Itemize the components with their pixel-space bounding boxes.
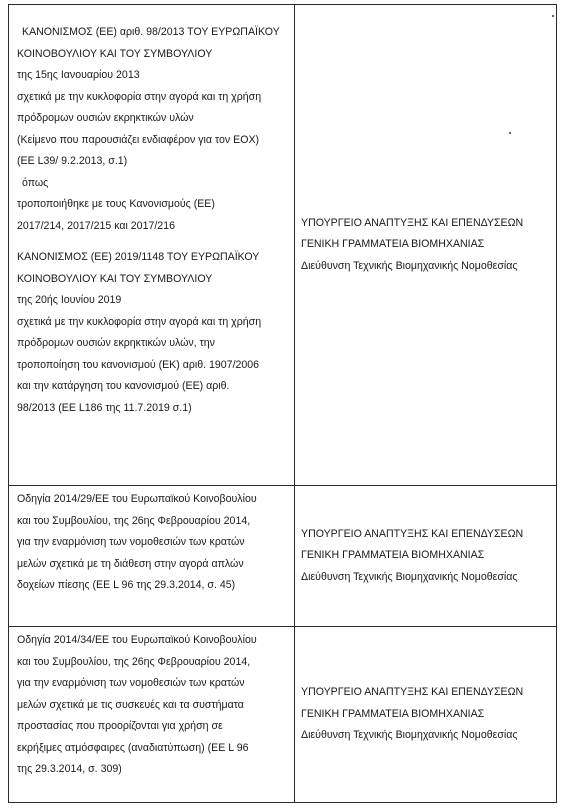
regulation-title-line: ΚΑΝΟΝΙΣΜΟΣ (ΕΕ) 2019/1148 ΤΟΥ ΕΥΡΩΠΑΪΚΟΥ [17,251,260,263]
regulation-note-line: (Κείμενο που παρουσιάζει ενδιαφέρον για τον ΕΟΧ) [17,133,260,146]
scan-speck [552,15,554,17]
directive-text-line: μελών σχετικά με τη διάθεση στην αγορά απλών [17,557,244,570]
regulation-subject-line: πρόδρομων ουσιών εκρηκτικών υλών [17,112,194,124]
ministry-name: ΥΠΟΥΡΓΕΙΟ ΑΝΑΠΤΥΞΗΣ ΚΑΙ ΕΠΕΝΔΥΣΕΩΝ [301,216,524,229]
regulation-date-line: της 20ής Ιουνίου 2019 [17,294,122,306]
authority-cell [295,486,557,627]
regulation-subject-line: πρόδρομων ουσιών εκρηκτικών υλών, την [17,337,215,349]
directive-text-line: και του Συμβουλίου, της 26ης Φεβρουαρίου 2014, [17,655,251,668]
regulation-title-line: ΚΑΝΟΝΙΣΜΟΣ (ΕΕ) αριθ. 98/2013 ΤΟΥ ΕΥΡΩΠΑΪΚΟΥ [22,26,280,38]
table-row [9,5,557,486]
regulation-reference-line: (ΕΕ L39/ 9.2.2013, σ.1) [17,155,128,167]
legislation-table [8,4,557,803]
legislation-cell [9,5,295,486]
scan-speck [509,132,511,134]
regulation-as-line: όπως [22,176,49,189]
directorate-name: Διεύθυνση Τεχνικής Βιομηχανικής Νομοθεσίας [301,729,518,742]
regulation-title-line: ΚΟΙΝΟΒΟΥΛΙΟΥ ΚΑΙ ΤΟΥ ΣΥΜΒΟΥΛΙΟΥ [17,47,213,60]
regulation-amended-line: τροποποιήθηκε με τους Κανονισμούς (ΕΕ) [17,198,215,210]
ministry-name: ΥΠΟΥΡΓΕΙΟ ΑΝΑΠΤΥΞΗΣ ΚΑΙ ΕΠΕΝΔΥΣΕΩΝ [301,686,524,699]
ministry-name: ΥΠΟΥΡΓΕΙΟ ΑΝΑΠΤΥΞΗΣ ΚΑΙ ΕΠΕΝΔΥΣΕΩΝ [301,527,524,540]
table-row [9,627,557,803]
authority-cell [295,627,557,803]
directive-text-line: μελών σχετικά με τις συσκευές και τα συστήματα [17,698,244,711]
legislation-cell [9,486,295,627]
authority-cell [295,5,557,486]
directive-text-line: της 29.3.2014, σ. 309) [17,763,122,775]
directive-text-line: Οδηγία 2014/34/ΕΕ του Ευρωπαϊκού Κοινοβουλίου [17,634,257,646]
directive-text-line: Οδηγία 2014/29/ΕΕ του Ευρωπαϊκού Κοινοβουλίου [17,493,257,505]
table-row [9,486,557,627]
regulation-amended-line: 2017/214, 2017/215 και 2017/216 [17,219,175,232]
regulation-title-line: ΚΟΙΝΟΒΟΥΛΙΟΥ ΚΑΙ ΤΟΥ ΣΥΜΒΟΥΛΙΟΥ [17,272,213,285]
regulation-date-line: της 15ης Ιανουαρίου 2013 [17,69,140,81]
directive-text-line: και του Συμβουλίου, της 26ης Φεβρουαρίου 2014, [17,514,251,527]
regulation-subject-line: τροποποίηση του κανονισμού (ΕΚ) αριθ. 1907/2006 [17,358,260,371]
secretariat-name: ΓΕΝΙΚΗ ΓΡΑΜΜΑΤΕΙΑ ΒΙΟΜΗΧΑΝΙΑΣ [301,549,485,562]
secretariat-name: ΓΕΝΙΚΗ ΓΡΑΜΜΑΤΕΙΑ ΒΙΟΜΗΧΑΝΙΑΣ [301,238,485,251]
directive-text-line: εκρήξιμες ατμόσφαιρες (αναδιατύπωση) (ΕΕ L 96 [17,741,249,754]
directive-text-line: δοχείων πίεσης (ΕΕ L 96 της 29.3.2014, σ. 45) [17,579,236,591]
directive-text-line: για την εναρμόνιση των νομοθεσιών των κρατών [17,677,245,689]
regulation-subject-line: και την κατάργηση του κανονισμού (ΕΕ) αριθ. [17,380,230,392]
regulation-subject-line: σχετικά με την κυκλοφορία στην αγορά και τη χρήση [17,315,262,328]
directorate-name: Διεύθυνση Τεχνικής Βιομηχανικής Νομοθεσίας [301,570,518,583]
regulation-reference-line: 98/2013 (ΕΕ L186 της 11.7.2019 σ.1) [17,401,192,414]
regulation-subject-line: σχετικά με την κυκλοφορία στην αγορά και τη χρήση [17,90,262,103]
legislation-cell [9,627,295,803]
directorate-name: Διεύθυνση Τεχνικής Βιομηχανικής Νομοθεσίας [301,259,518,272]
directive-text-line: προστασίας που προορίζονται για χρήση σε [17,720,223,732]
secretariat-name: ΓΕΝΙΚΗ ΓΡΑΜΜΑΤΕΙΑ ΒΙΟΜΗΧΑΝΙΑΣ [301,707,485,720]
directive-text-line: για την εναρμόνιση των νομοθεσιών των κρατών [17,536,245,548]
